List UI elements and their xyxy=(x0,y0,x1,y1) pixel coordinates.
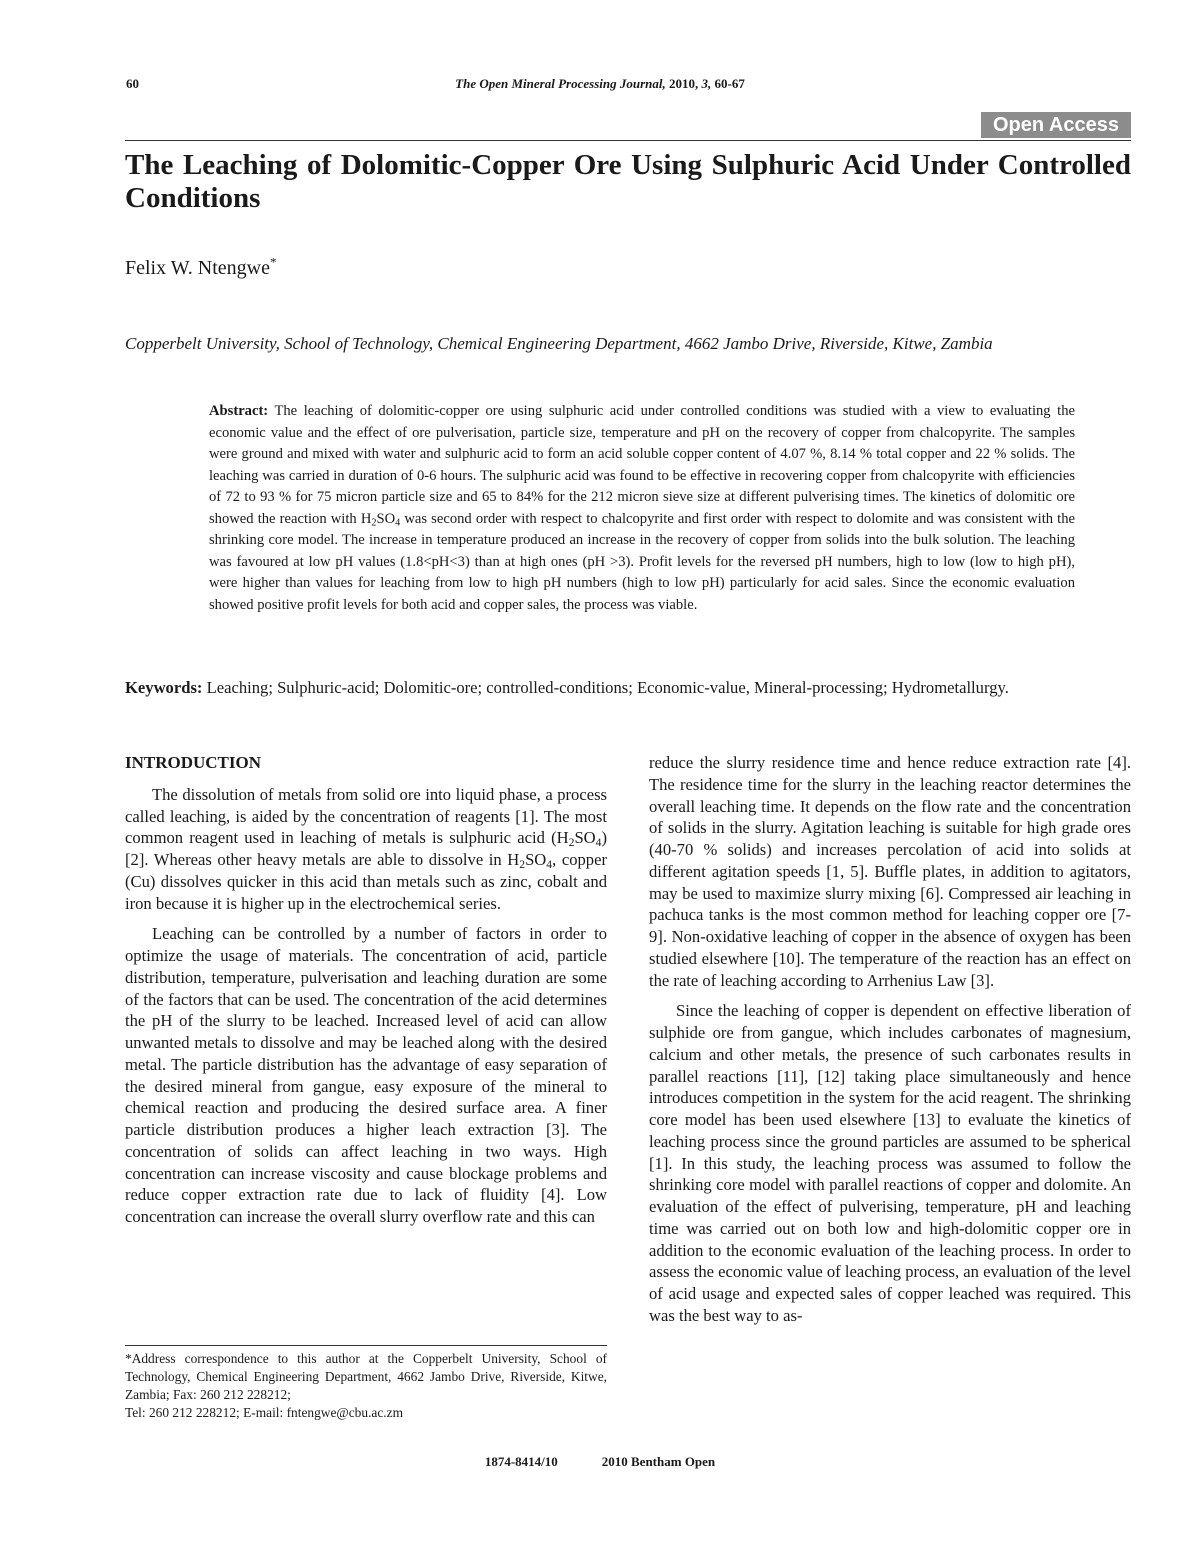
p1-text-d: SO xyxy=(525,850,547,869)
abstract-text-c: was second order with respect to chalcopyrite and first order with respect to dolomite and was consistent with the shrinking core model. The increase in temperature produced an increase in the recovery of copper from solids into the bulk solution. The leaching was favoured at low pH values (1.8<pH<3) than at high ones (pH >3). Profit levels for the reversed pH numbers, high to low (low to high pH), were higher than values for leaching from low to high pH numbers (high to low pH) particularly for acid sales. Since the economic evaluation showed positive profit levels for both acid and copper sales, the process was viable. xyxy=(209,510,1075,613)
p1-text-b: SO xyxy=(574,828,596,848)
abstract-text-a: The leaching of dolomitic-copper ore using sulphuric acid under controlled conditions was studied with a view to evaluating the economic value and the effect of ore pulverisation, particle size, temperature and pH on the recovery of copper from chalcopyrite. The samples were ground and mixed with water and sulphuric acid to form an acid soluble copper content of 4.07 %, 8.14 % total copper and 22 % solids. The leaching was carried in duration of 0-6 hours. The sulphuric acid was found to be effective in recovering copper from chalcopyrite with efficiencies of 72 to 93 % for 75 micron particle size and 65 to 84% for the 212 micron sieve size at different pulverising times. The kinetics of dolomitic ore showed the reaction with H xyxy=(209,403,1075,527)
journal-name: The Open Mineral Processing Journal, xyxy=(455,76,666,91)
author-footnote-mark: * xyxy=(270,254,277,270)
journal-year: 2010, xyxy=(668,76,699,91)
right-column xyxy=(649,752,1131,1336)
header-divider xyxy=(125,140,1131,141)
abstract-sub-4: 4 xyxy=(395,517,401,529)
keywords-label: Keywords: xyxy=(125,678,203,697)
p1-sub-2b: 2 xyxy=(519,857,526,871)
abstract-text-b: SO xyxy=(376,510,396,527)
footer-issn: 1874-8414/10 xyxy=(484,1454,558,1469)
p1-sub-4a: 4 xyxy=(595,836,602,850)
footnote-contact: Tel: 260 212 228212; E-mail: fntengwe@cbu.ac.zm xyxy=(125,1405,404,1420)
keywords-text: Leaching; Sulphuric-acid; Dolomitic-ore; controlled-conditions; Economic-value, Mineral-processing; Hydrometallurgy. xyxy=(202,678,1009,697)
open-access-badge: Open Access xyxy=(981,112,1131,138)
journal-citation xyxy=(0,76,1200,92)
p1-text-e: , copper (Cu) dissolves quicker in this acid than metals such as zinc, cobalt and iron because it is higher up in the electrochemical series. xyxy=(125,850,607,913)
page-number: 60 xyxy=(126,76,139,91)
abstract xyxy=(209,401,1075,616)
intro-paragraph-3: reduce the slurry residence time and hence reduce extraction rate [4]. The residence time for the slurry in the leaching reactor determines the overall leaching time. It depends on the flow rate and the concentration of solids in the slurry. Agitation leaching is suitable for high grade ores (40-70 % solids) and increases percolation of acid into solids at different agitation speeds [1, 5]. Buffle plates, in addition to agitators, may be used to maximize slurry mixing [6]. Compressed air leaching in pachuca tanks is the most common method for leaching copper ore [7-9]. Non-oxidative leaching of copper in the absence of oxygen has been studied elsewhere [10]. The temperature of the reaction has an effect on the rate of leaching according to Arrhenius Law [3]. xyxy=(649,753,1131,990)
journal-volume: 3, xyxy=(701,76,712,91)
abstract-sub-2: 2 xyxy=(371,517,377,529)
article-title: The Leaching of Dolomitic-Copper Ore Using Sulphuric Acid Under Controlled Conditions xyxy=(125,149,1131,214)
footnote-divider xyxy=(125,1345,607,1346)
page-footer xyxy=(0,1454,1200,1470)
p1-sub-2a: 2 xyxy=(568,836,575,850)
keywords xyxy=(125,677,1131,699)
p1-text-c: ) [2]. Whereas other heavy metals are able to dissolve in H xyxy=(125,828,607,869)
p1-sub-4b: 4 xyxy=(546,857,553,871)
section-heading: INTRODUCTION xyxy=(125,753,262,772)
intro-paragraph-4: Since the leaching of copper is dependent on effective liberation of sulphide ore from gangue, which includes carbonates of magnesium, calcium and other metals, the presence of such carbonates results in parallel reactions [11], [12] taking place simultaneously and hence introduces competition in the system for the acid reagent. The shrinking core model has been used elsewhere [13] to evaluate the kinetics of leaching process since the ground particles are assumed to be spherical [1]. In this study, the leaching process was assumed to follow the shrinking core model with parallel reactions of copper and dolomite. An evaluation of the effect of pulverising, temperature, pH and leaching time was carried out on both low and high-dolomitic copper ore in addition to the economic evaluation of the leaching process. In order to assess the economic value of leaching process, an evaluation of the level of acid usage and expected sales of copper leached was required. This was the best way to as- xyxy=(649,1001,1131,1325)
author-affiliation: Copperbelt University, School of Technology, Chemical Engineering Department, 4662 Jambo Drive, Riverside, Kitwe, Zambia xyxy=(125,334,993,353)
journal-pages: 60-67 xyxy=(714,76,745,91)
abstract-label: Abstract: xyxy=(209,403,269,419)
intro-paragraph-2: Leaching can be controlled by a number of factors in order to optimize the usage of materials. The concentration of acid, particle distribution, temperature, pulverisation and leaching duration are some of the factors that can be used. The concentration of the acid determines the pH of the slurry to be leached. Increased level of acid can allow unwanted metals to dissolve and may be leached along with the desired metal. The particle distribution has the advantage of easy separation of the desired mineral from gangue, easy exposure of the mineral to chemical reaction and producing the desired surface area. A finer particle distribution produces a higher leach extraction [3]. The concentration of solids can affect leaching in two ways. High concentration can increase viscosity and cause blockage problems and reduce copper extraction rate due to lack of fluidity [4]. Low concentration can increase the overall slurry overflow rate and this can xyxy=(125,924,607,1226)
footnote-address: *Address correspondence to this author at the Copperbelt University, School of Technology, Chemical Engineering Department, 4662 Jambo Drive, Riverside, Kitwe, Zambia; Fax: 260 212 228212; xyxy=(125,1351,607,1402)
p1-text-a: The dissolution of metals from solid ore into liquid phase, a process called leaching, is aided by the concentration of reagents [1]. The most common reagent used in leaching of metals is sulphuric acid (H xyxy=(125,784,607,848)
intro-paragraph-1 xyxy=(125,784,607,915)
footer-copyright: 2010 Bentham Open xyxy=(601,1454,716,1469)
correspondence-footnote xyxy=(125,1350,607,1422)
author-name: Felix W. Ntengwe xyxy=(125,257,270,279)
left-column xyxy=(125,752,607,1237)
author-line xyxy=(125,254,277,280)
